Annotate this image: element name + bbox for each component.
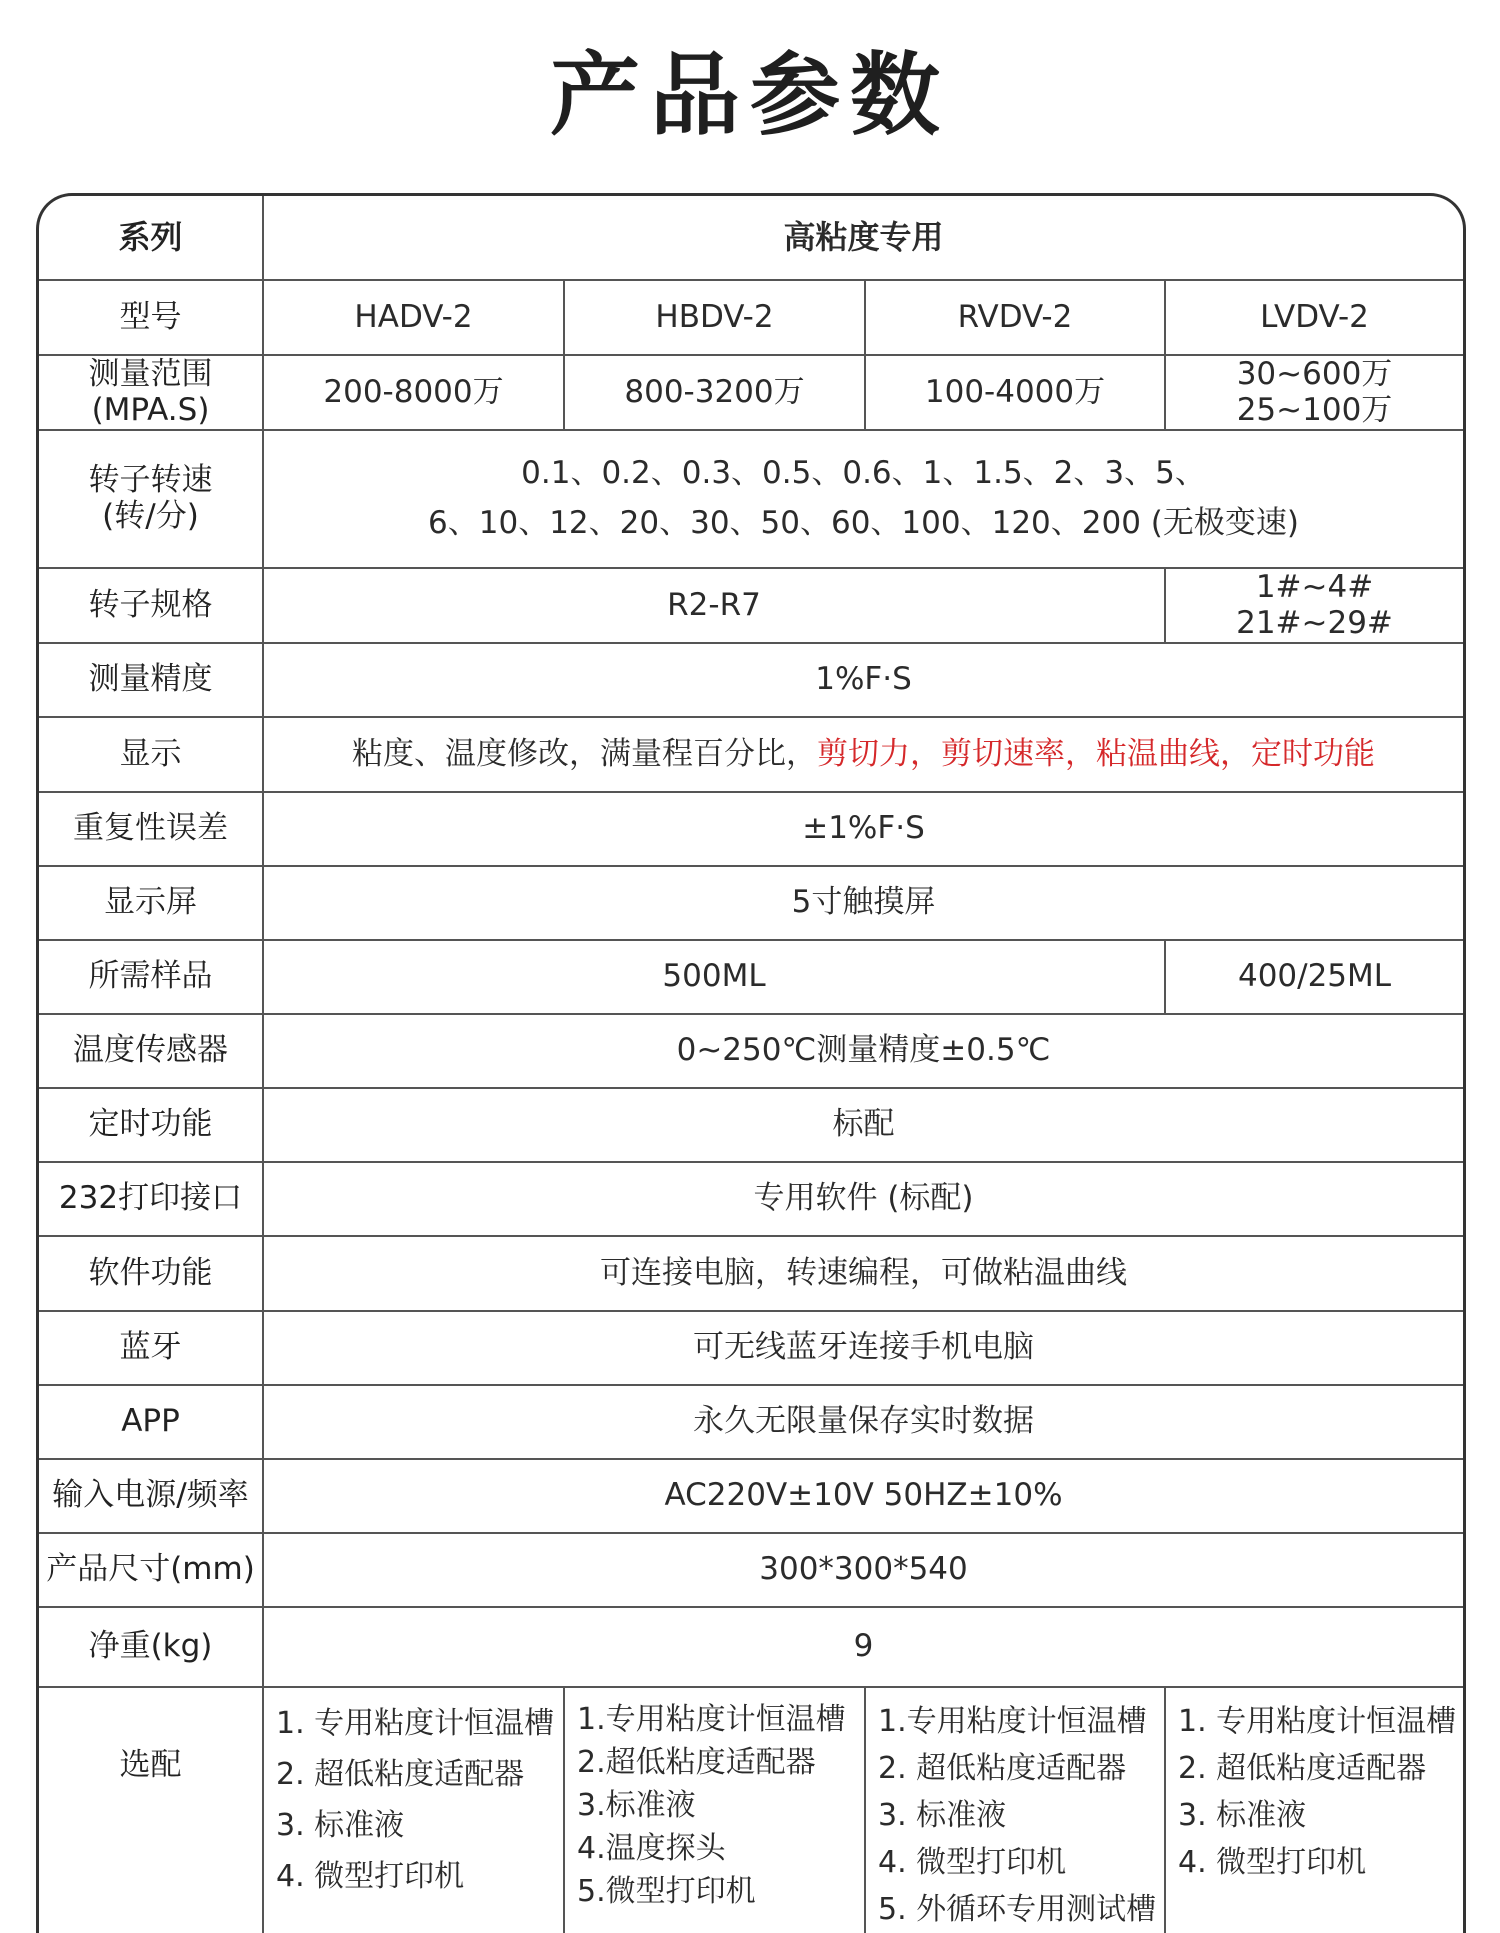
options-col-4 bbox=[1165, 1687, 1463, 1933]
row-model bbox=[39, 280, 1463, 355]
size-value: 300*300*540 bbox=[263, 1533, 1463, 1607]
speed-label-line1: 转子转速 bbox=[88, 462, 213, 499]
option-item: 4. 微型打印机 bbox=[1178, 1845, 1367, 1880]
row-series bbox=[39, 196, 1463, 280]
bluetooth-label: 蓝牙 bbox=[39, 1311, 263, 1385]
print-label: 232打印接口 bbox=[39, 1162, 263, 1236]
options-col-1 bbox=[263, 1687, 564, 1933]
bluetooth-value: 可无线蓝牙连接手机电脑 bbox=[263, 1311, 1463, 1385]
software-value: 可连接电脑，转速编程，可做粘温曲线 bbox=[263, 1236, 1463, 1311]
row-repeat bbox=[39, 792, 1463, 866]
option-item: 2. 超低粘度适配器 bbox=[276, 1757, 525, 1792]
speed-line2: 6、10、12、20、30、50、60、100、120、200 (无极变速) bbox=[428, 505, 1299, 541]
sample-value: 500ML bbox=[263, 940, 1165, 1014]
accuracy-label: 测量精度 bbox=[39, 643, 263, 717]
row-speed bbox=[39, 430, 1463, 568]
timer-value: 标配 bbox=[263, 1088, 1463, 1162]
row-sample bbox=[39, 940, 1463, 1014]
row-power bbox=[39, 1459, 1463, 1533]
row-temp bbox=[39, 1014, 1463, 1088]
display-text: 粘度、温度修改，满量程百分比， bbox=[352, 735, 817, 772]
speed-label bbox=[39, 430, 263, 568]
series-label: 系列 bbox=[39, 196, 263, 280]
row-timer bbox=[39, 1088, 1463, 1162]
weight-label: 净重(kg) bbox=[39, 1607, 263, 1687]
option-item: 5. 外循环专用测试槽 bbox=[878, 1892, 1157, 1927]
option-item: 3. 标准液 bbox=[878, 1798, 1007, 1833]
power-label: 输入电源/频率 bbox=[39, 1459, 263, 1533]
print-value: 专用软件 (标配) bbox=[263, 1162, 1463, 1236]
temp-value: 0~250℃测量精度±0.5℃ bbox=[263, 1014, 1463, 1088]
range-last-line2: 25~100万 bbox=[1236, 391, 1393, 428]
temp-label: 温度传感器 bbox=[39, 1014, 263, 1088]
size-label: 产品尺寸(mm) bbox=[39, 1533, 263, 1607]
range-last-line1: 30~600万 bbox=[1236, 355, 1393, 392]
options-col-3 bbox=[865, 1687, 1165, 1933]
option-item: 4.温度探头 bbox=[577, 1831, 726, 1866]
row-app bbox=[39, 1385, 1463, 1459]
option-item: 3. 标准液 bbox=[276, 1808, 405, 1843]
series-value: 高粘度专用 bbox=[263, 196, 1463, 280]
rotor-last-line1: 1#~4# bbox=[1255, 568, 1374, 605]
row-size bbox=[39, 1533, 1463, 1607]
rotor-value: R2-R7 bbox=[263, 568, 1165, 643]
range-cell: 800-3200万 bbox=[564, 355, 865, 430]
row-options bbox=[39, 1687, 1463, 1933]
option-item: 4. 微型打印机 bbox=[878, 1845, 1067, 1880]
option-item: 1.专用粘度计恒温槽 bbox=[577, 1702, 846, 1737]
option-item: 3.标准液 bbox=[577, 1788, 696, 1823]
option-item: 5.微型打印机 bbox=[577, 1874, 756, 1909]
option-item: 2. 超低粘度适配器 bbox=[878, 1751, 1127, 1786]
range-cell-last bbox=[1165, 355, 1463, 430]
repeat-value: ±1%F·S bbox=[263, 792, 1463, 866]
speed-value bbox=[263, 430, 1463, 568]
model-cell: HBDV-2 bbox=[564, 280, 865, 355]
range-label-line2: (MPA.S) bbox=[91, 391, 210, 428]
row-weight bbox=[39, 1607, 1463, 1687]
sample-last: 400/25ML bbox=[1165, 940, 1463, 1014]
option-item: 1.专用粘度计恒温槽 bbox=[878, 1704, 1147, 1739]
row-rotor bbox=[39, 568, 1463, 643]
rotor-label: 转子规格 bbox=[39, 568, 263, 643]
spec-table bbox=[36, 193, 1466, 1933]
accuracy-value: 1%F·S bbox=[263, 643, 1463, 717]
software-label: 软件功能 bbox=[39, 1236, 263, 1311]
page-title: 产品参数 bbox=[550, 43, 950, 148]
option-item: 2.超低粘度适配器 bbox=[577, 1745, 816, 1780]
options-col-2 bbox=[564, 1687, 865, 1933]
screen-value: 5寸触摸屏 bbox=[263, 866, 1463, 940]
display-value bbox=[263, 717, 1463, 792]
weight-value: 9 bbox=[263, 1607, 1463, 1687]
option-item: 3. 标准液 bbox=[1178, 1798, 1307, 1833]
row-accuracy bbox=[39, 643, 1463, 717]
display-text-highlight: 剪切力，剪切速率，粘温曲线，定时功能 bbox=[817, 735, 1375, 772]
range-label-line1: 测量范围 bbox=[88, 355, 213, 392]
rotor-last-line2: 21#~29# bbox=[1236, 604, 1393, 641]
app-label: APP bbox=[39, 1385, 263, 1459]
range-cell: 100-4000万 bbox=[865, 355, 1165, 430]
power-value: AC220V±10V 50HZ±10% bbox=[263, 1459, 1463, 1533]
row-software bbox=[39, 1236, 1463, 1311]
row-screen bbox=[39, 866, 1463, 940]
option-item: 1. 专用粘度计恒温槽 bbox=[1178, 1704, 1457, 1739]
app-value: 永久无限量保存实时数据 bbox=[263, 1385, 1463, 1459]
sample-label: 所需样品 bbox=[39, 940, 263, 1014]
display-label: 显示 bbox=[39, 717, 263, 792]
option-item: 4. 微型打印机 bbox=[276, 1859, 465, 1894]
speed-label-line2: (转/分) bbox=[102, 498, 199, 534]
model-cell: HADV-2 bbox=[263, 280, 564, 355]
model-label: 型号 bbox=[39, 280, 263, 355]
row-print bbox=[39, 1162, 1463, 1236]
model-cell: LVDV-2 bbox=[1165, 280, 1463, 355]
range-cell: 200-8000万 bbox=[263, 355, 564, 430]
model-cell: RVDV-2 bbox=[865, 280, 1165, 355]
row-bluetooth bbox=[39, 1311, 1463, 1385]
speed-line1: 0.1、0.2、0.3、0.5、0.6、1、1.5、2、3、5、 bbox=[521, 455, 1206, 492]
row-range bbox=[39, 355, 1463, 430]
option-item: 2. 超低粘度适配器 bbox=[1178, 1751, 1427, 1786]
screen-label: 显示屏 bbox=[39, 866, 263, 940]
timer-label: 定时功能 bbox=[39, 1088, 263, 1162]
row-display bbox=[39, 717, 1463, 792]
rotor-last bbox=[1165, 568, 1463, 643]
option-item: 1. 专用粘度计恒温槽 bbox=[276, 1706, 555, 1741]
repeat-label: 重复性误差 bbox=[39, 792, 263, 866]
options-label: 选配 bbox=[39, 1687, 263, 1933]
range-label bbox=[39, 355, 263, 430]
